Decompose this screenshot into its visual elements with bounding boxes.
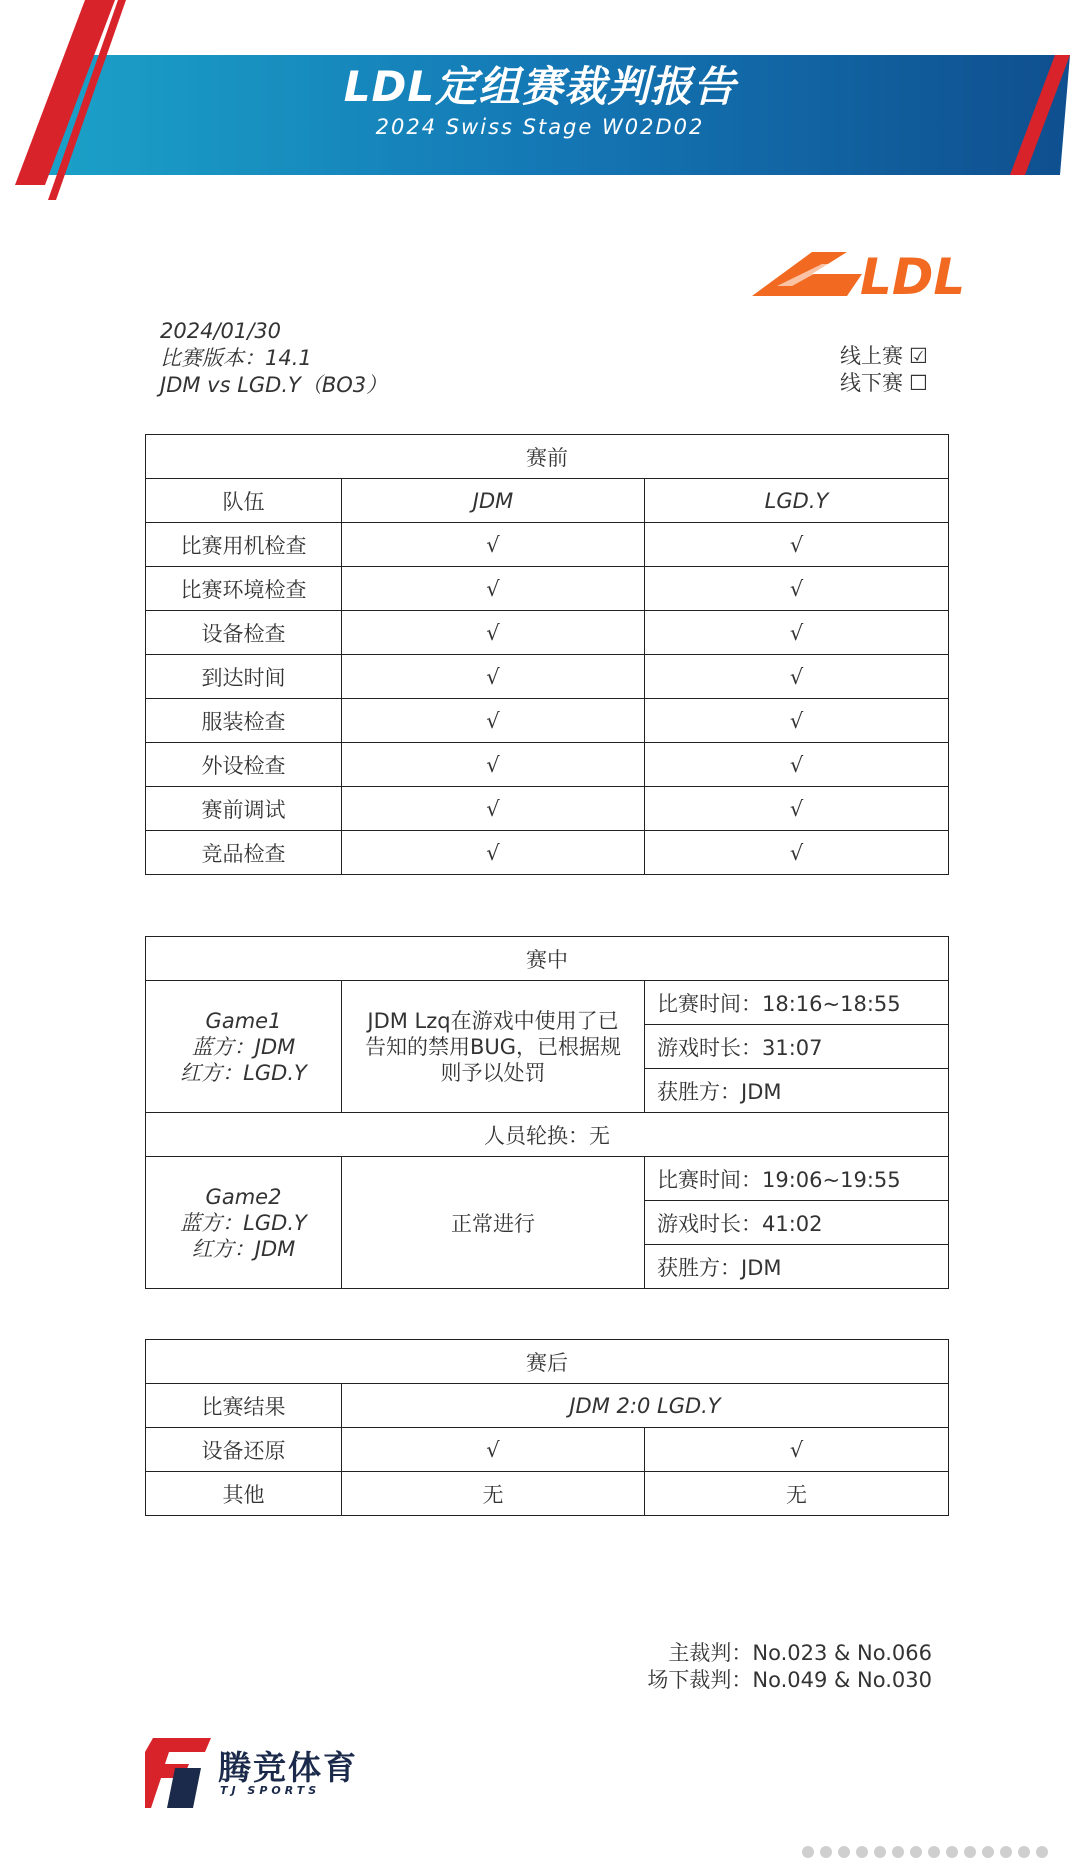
game-teams: Game1 蓝方：JDM 红方：LGD.Y bbox=[146, 981, 342, 1113]
table-header-row: 队伍 JDM LGD.Y bbox=[146, 479, 949, 523]
match-version: 比赛版本：14.1 bbox=[160, 346, 312, 370]
pre-game-table bbox=[145, 434, 949, 875]
checkbox-checked-icon: ☑ bbox=[909, 344, 928, 368]
table-row: 比赛用机检查 √ √ bbox=[146, 523, 949, 567]
section-title-mid: 赛中 bbox=[146, 937, 949, 981]
match-result: JDM 2:0 LGD.Y bbox=[342, 1384, 949, 1428]
match-teams: JDM vs LGD.Y（BO3） bbox=[160, 373, 388, 397]
tj-sports-logo-icon bbox=[145, 1738, 211, 1808]
game-row bbox=[146, 981, 949, 1025]
table-row: 设备还原 √ √ bbox=[146, 1428, 949, 1472]
table-row: 服装检查 √ √ bbox=[146, 699, 949, 743]
offsite-referee: 场下裁判：No.049 & No.030 bbox=[647, 1668, 932, 1692]
game-row bbox=[146, 1157, 949, 1201]
game-duration: 游戏时长：41:02 bbox=[645, 1201, 949, 1245]
table-row: 竞品检查 √ √ bbox=[146, 831, 949, 875]
table-row: 到达时间 √ √ bbox=[146, 655, 949, 699]
report-subtitle: 2024 Swiss Stage W02D02 bbox=[375, 115, 705, 139]
offline-option: 线下赛 ☐ bbox=[840, 371, 928, 395]
referee-info bbox=[647, 1640, 932, 1694]
section-title-post: 赛后 bbox=[146, 1340, 949, 1384]
section-title-pre: 赛前 bbox=[146, 435, 949, 479]
game-winner: 获胜方：JDM bbox=[645, 1245, 949, 1289]
header-text bbox=[0, 62, 1080, 142]
game-time: 比赛时间：19:06~19:55 bbox=[645, 1157, 949, 1201]
game-duration: 游戏时长：31:07 bbox=[645, 1025, 949, 1069]
table-row: 外设检查 √ √ bbox=[146, 743, 949, 787]
table-row: 设备检查 √ √ bbox=[146, 611, 949, 655]
table-row: 赛前调试 √ √ bbox=[146, 787, 949, 831]
game-time: 比赛时间：18:16~18:55 bbox=[645, 981, 949, 1025]
table-row: 其他 无 无 bbox=[146, 1472, 949, 1516]
match-date: 2024/01/30 bbox=[160, 319, 282, 343]
checkbox-empty-icon: ☐ bbox=[909, 371, 928, 395]
table-row: 比赛结果 JDM 2:0 LGD.Y bbox=[146, 1384, 949, 1428]
match-mode bbox=[840, 343, 928, 397]
online-option: 线上赛 ☑ bbox=[840, 344, 928, 368]
brand-name: 腾竞体育 bbox=[218, 1748, 358, 1787]
report-title: LDL定组赛裁判报告 bbox=[343, 62, 737, 111]
ldl-logo bbox=[752, 244, 992, 302]
game-note: JDM Lzq在游戏中使用了已告知的禁用BUG，已根据规则予以处罚 bbox=[342, 981, 645, 1113]
svg-text:LDL: LDL bbox=[860, 248, 966, 302]
game-note: 正常进行 bbox=[342, 1157, 645, 1289]
rotation-row: 人员轮换：无 bbox=[146, 1113, 949, 1157]
game-winner: 获胜方：JDM bbox=[645, 1069, 949, 1113]
brand-sub: TJ SPORTS bbox=[220, 1784, 321, 1797]
game-teams: Game2 蓝方：LGD.Y 红方：JDM bbox=[146, 1157, 342, 1289]
post-game-table bbox=[145, 1339, 949, 1516]
in-game-table bbox=[145, 936, 949, 1289]
table-row: 比赛环境检查 √ √ bbox=[146, 567, 949, 611]
match-meta bbox=[160, 318, 387, 399]
more-indicator bbox=[800, 1842, 1060, 1862]
main-referee: 主裁判：No.023 & No.066 bbox=[668, 1641, 932, 1665]
